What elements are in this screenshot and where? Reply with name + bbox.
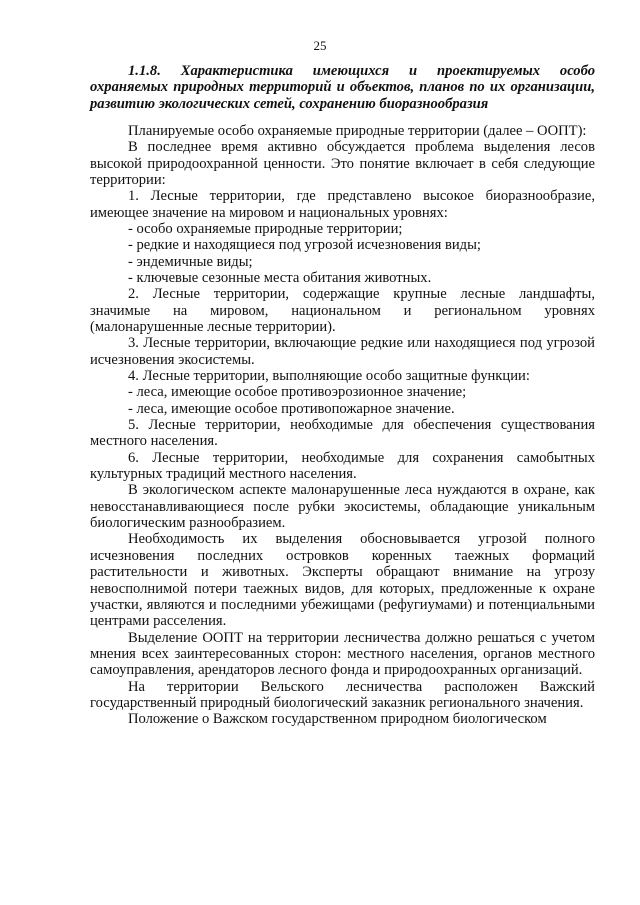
paragraph: Планируемые особо охраняемые природные территории (далее – ООПТ): — [128, 122, 587, 139]
page-number: 25 — [313, 38, 327, 53]
page-content — [90, 63, 595, 728]
paragraph: Положение о Важском государственном природном биологическом — [128, 711, 547, 728]
paragraph: 3. Лесные территории, включающие редкие или находящиеся под угрозой исчезновения экосистемы. — [90, 335, 595, 368]
paragraph: В экологическом аспекте малонарушенные леса нуждаются в охране, как невосстанавливающиеся после рубки экосистемы, обладающие уникальным биологическим разнообразием. — [90, 482, 595, 532]
list-item: - особо охраняемые природные территории; — [128, 220, 403, 237]
paragraph: Выделение ООПТ на территории лесничества должно решаться с учетом мнения всех заинтересованных сторон: местного населения, органов местного самоуправления, арендаторов лесного фонда и природоохранных организаций. — [90, 629, 595, 679]
paragraph: 5. Лесные территории, необходимые для обеспечения существования местного населения. — [90, 417, 595, 450]
paragraph: Необходимость их выделения обосновывается угрозой полного исчезновения последних островков коренных таежных формаций растительности и животных. Эксперты обращают внимание на угрозу невосполнимой потери таежных видов, для которых, предложенные к охране участки, являются и последними убежищами (рефугиумами) и потенциальными центрами расселения. — [90, 531, 595, 630]
paragraph: На территории Вельского лесничества расположен Важский государственный природный биологический заказник регионального значения. — [90, 678, 595, 711]
paragraph: 2. Лесные территории, содержащие крупные лесные ландшафты, значимые на мировом, национальном и региональном уровнях (малонарушенные лесные территории). — [90, 286, 595, 336]
paragraph: 1. Лесные территории, где представлено высокое биоразнообразие, имеющее значение на мировом и национальных уровнях: — [90, 188, 595, 221]
list-item: - леса, имеющие особое противоэрозионное значение; — [128, 384, 467, 401]
paragraph: 4. Лесные территории, выполняющие особо защитные функции: — [128, 368, 530, 385]
list-item: - редкие и находящиеся под угрозой исчезновения виды; — [128, 237, 481, 254]
list-item: - ключевые сезонные места обитания животных. — [128, 269, 432, 286]
list-item: - эндемичные виды; — [128, 253, 253, 270]
paragraph: 6. Лесные территории, необходимые для сохранения самобытных культурных традиций местного населения. — [90, 449, 595, 483]
paragraph: В последнее время активно обсуждается проблема выделения лесов высокой природоохранной ценности. Это понятие включает в себя следующие территории: — [90, 139, 595, 188]
list-item: - леса, имеющие особое противопожарное значение. — [128, 400, 455, 417]
section-heading: 1.1.8. Характеристика имеющихся и проектируемых особо охраняемых природных территорий и объектов, планов по их организации, развитию экологических сетей, сохранению биоразнообразия — [90, 63, 595, 112]
